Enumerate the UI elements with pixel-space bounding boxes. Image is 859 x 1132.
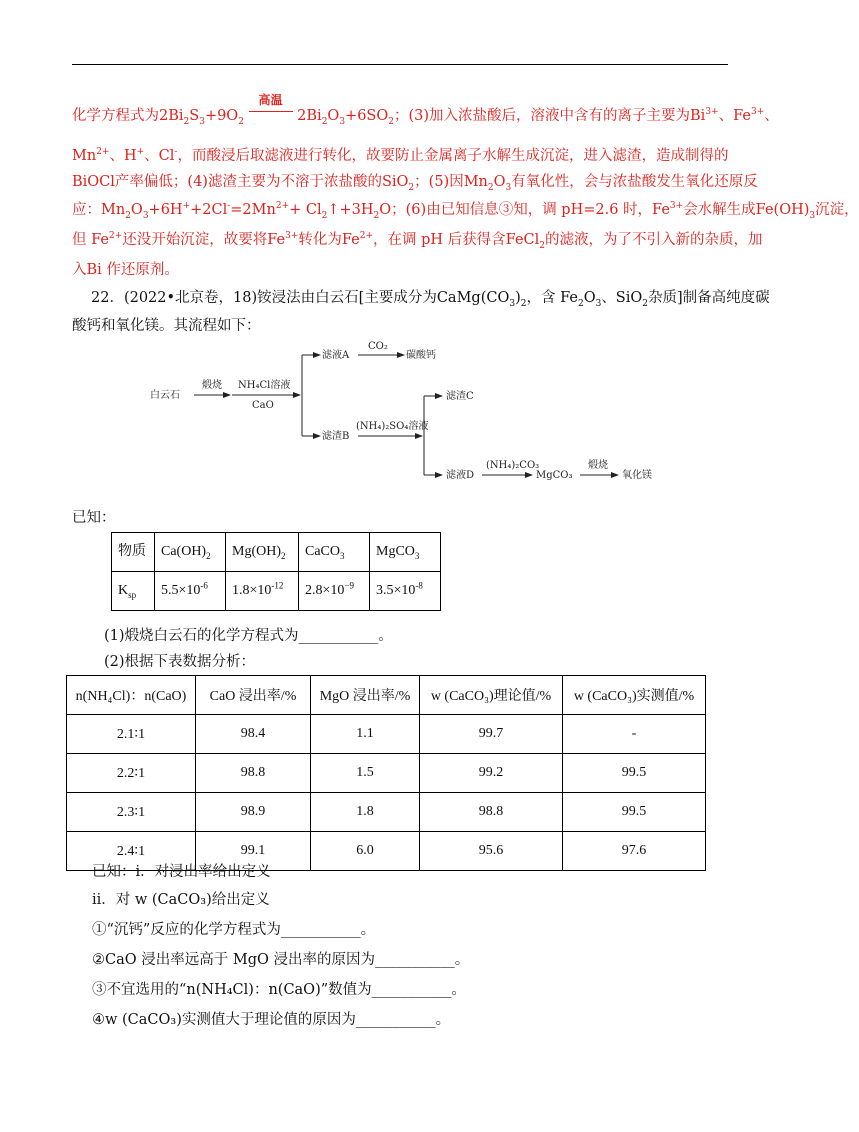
sub-question-2: ②CaO 浸出率远高于 MgO 浸出率的原因为___________。 — [92, 952, 470, 968]
data-header-row — [67, 676, 706, 715]
table-cell: 2.1∶1 — [67, 715, 196, 754]
table-cell: 99.7 — [420, 715, 563, 754]
table-cell: 98.8 — [420, 793, 563, 832]
flow-filtrate-d: 滤液D — [446, 470, 475, 481]
table-cell: 98.4 — [196, 715, 311, 754]
table-cell: 1.5 — [311, 754, 420, 793]
flow-residue-b: 滤渣B — [322, 431, 350, 442]
flow-filtrate-a: 滤液A — [322, 350, 350, 361]
table-cell: 99.5 — [563, 754, 706, 793]
answer-line-3: BiOCl产率偏低；(4)滤渣主要为不溶于浓盐酸的SiO$_2$；(5)因$Mn_2O_3$有氧化性，会与浓盐酸发生氧化还原反 — [72, 174, 758, 193]
ksp-header: $Mg(OH)_2$ — [226, 533, 299, 572]
flow-nh4so4: (NH₄)₂SO₄溶液 — [356, 421, 429, 432]
ksp-row-label: $K_{sp}$ — [112, 572, 155, 611]
answer-line-4: 应：$Mn_2O_3+6H^++2Cl^-=2Mn^{2+}+$ $Cl_2↑+3H_2O$；(6)由已知信息③知，调 pH=2.6 时，$Fe^{3+}$会水解生成$Fe(OH)_3$沉淀， — [72, 201, 859, 221]
answer-line-6: 入Bi 作还原剂。 — [72, 262, 179, 278]
data-header: n(NH₄Cl)：n(CaO) — [67, 676, 196, 715]
answer-line-5: 但 $Fe^{2+}$还没开始沉淀，故要将$Fe^{3+}$转化为$Fe^{2+}$，在调 pH 后获得含FeCl$_2$的滤液，为了不引入新的杂质，加 — [72, 231, 763, 251]
table-row — [67, 793, 706, 832]
ksp-header: $Ca(OH)_2$ — [155, 533, 226, 572]
flow-step1: 煅烧 — [202, 380, 222, 391]
sub-question-3: ③不宜选用的“n(NH₄Cl)：n(CaO)”数值为___________。 — [92, 982, 466, 998]
table-cell: 99.2 — [420, 754, 563, 793]
ksp-header: MgCO$_3$ — [370, 533, 441, 572]
table-cell: 1.1 — [311, 715, 420, 754]
flow-mgo: 氧化镁 — [622, 470, 652, 481]
question-1: (1)煅烧白云石的化学方程式为___________。 — [104, 628, 393, 644]
flow-step2-top: NH₄Cl溶液 — [238, 380, 291, 391]
answer-line-1: 化学方程式为$2Bi_2S_3+9O_2$ 高温 $2Bi_2O_3+6SO_2$；(3)加入浓盐酸后，溶液中含有的离子主要为$Bi^{3+}$、$Fe^{3+}$、 — [72, 93, 779, 127]
flow-co2: CO₂ — [368, 341, 388, 352]
known-label: 已知： — [72, 510, 116, 526]
flow-start: 白云石 — [150, 390, 180, 401]
table-cell: 95.6 — [420, 832, 563, 871]
table-cell: 98.9 — [196, 793, 311, 832]
data-header: w (CaCO₃)实测值/% — [563, 676, 706, 715]
table-cell: 1.8 — [311, 793, 420, 832]
sub-question-1: ①“沉钙”反应的化学方程式为___________。 — [92, 922, 376, 938]
ksp-value: $3.5\times 10^{-8}$ — [370, 572, 441, 611]
ksp-header-label: 物质 — [112, 533, 155, 572]
answer-line-2: $Mn^{2+}$、H+、Cl-，而酸浸后取滤液进行转化，故要防止金属离子水解生成沉淀，进入滤渣，造成制得的 — [72, 147, 729, 164]
known-ii: ii．对 w (CaCO₃)给出定义 — [92, 892, 270, 908]
leaching-data-table — [66, 675, 706, 871]
process-flow-diagram — [140, 330, 700, 490]
header-rule — [72, 64, 728, 65]
question-2: (2)根据下表数据分析： — [104, 654, 256, 670]
flow-calcine: 煅烧 — [588, 460, 608, 471]
ksp-table — [111, 532, 441, 611]
data-header: CaO 浸出率/% — [196, 676, 311, 715]
table-cell: 2.2∶1 — [67, 754, 196, 793]
flow-step2-bottom: CaO — [252, 400, 274, 411]
table-cell: 2.4∶1 — [67, 832, 196, 871]
reaction-condition-arrow: 高温 — [249, 106, 293, 120]
flow-mgco3: MgCO₃ — [536, 470, 573, 481]
question-22-line-2: 酸钙和氧化镁。其流程如下： — [72, 318, 261, 334]
ksp-value: $5.5\times 10^{-6}$ — [155, 572, 226, 611]
question-22-line-1: 22．(2022•北京卷，18)铵浸法由白云石[主要成分为$CaMg(CO_3)_2$，含 $Fe_2O_3$、SiO$_2$杂质]制备高纯度碳 — [91, 290, 770, 309]
table-row — [67, 754, 706, 793]
table-cell: 98.8 — [196, 754, 311, 793]
data-header: w (CaCO₃)理论值/% — [420, 676, 563, 715]
known-i: 已知：i．对浸出率给出定义 — [92, 864, 271, 880]
flow-residue-c: 滤渣C — [446, 391, 474, 402]
table-row — [67, 715, 706, 754]
table-cell: 97.6 — [563, 832, 706, 871]
table-cell: 99.1 — [196, 832, 311, 871]
table-cell: 6.0 — [311, 832, 420, 871]
ksp-value: $1.8\times 10^{-12}$ — [226, 572, 299, 611]
data-header: MgO 浸出率/% — [311, 676, 420, 715]
table-cell: 99.5 — [563, 793, 706, 832]
ksp-header: CaCO$_3$ — [299, 533, 370, 572]
flow-caco3: 碳酸钙 — [406, 350, 436, 361]
table-cell: 2.3∶1 — [67, 793, 196, 832]
ksp-header-row — [112, 533, 441, 572]
table-cell: - — [563, 715, 706, 754]
ksp-value-row — [112, 572, 441, 611]
sub-question-4: ④w (CaCO₃)实测值大于理论值的原因为___________。 — [92, 1012, 451, 1028]
ksp-value: $2.8\times 10^{-9}$ — [299, 572, 370, 611]
flow-nh4co3: (NH₄)₂CO₃ — [486, 460, 540, 471]
